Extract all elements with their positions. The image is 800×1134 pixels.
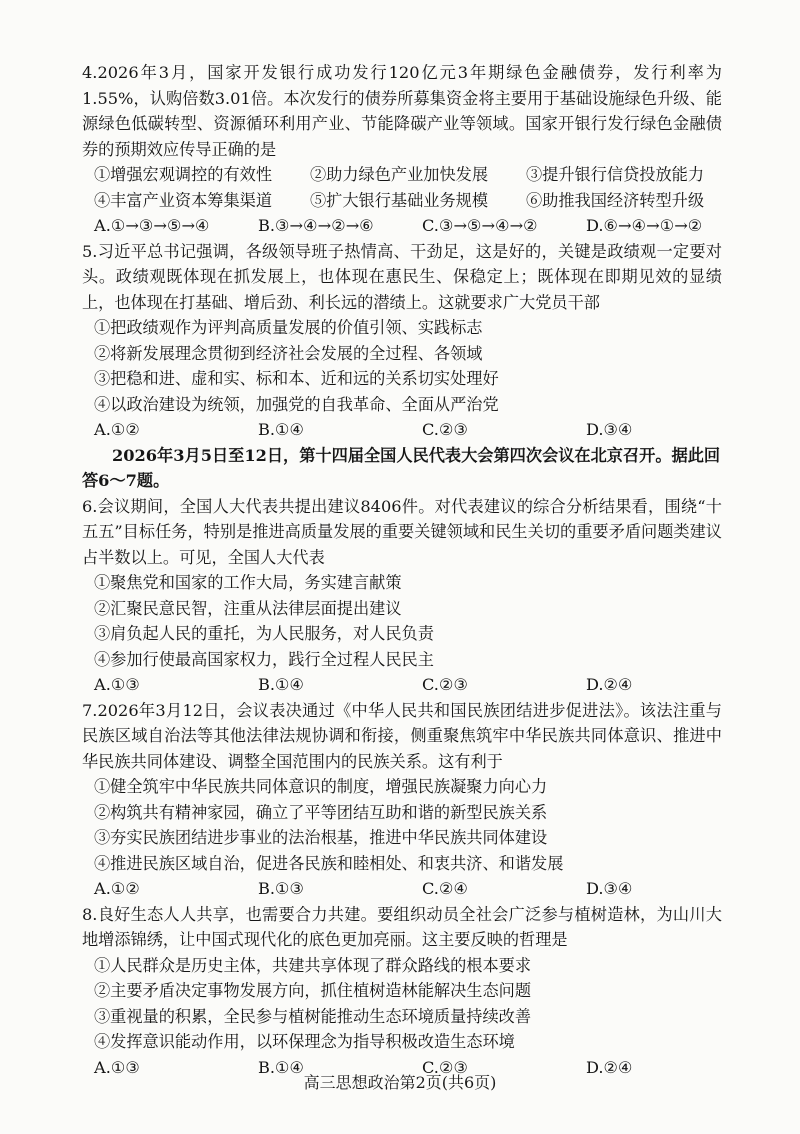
answer-choice-b: B.①④: [258, 1057, 305, 1077]
statement-option: ④以政治建设为统领，加强党的自我革命、全面从严治党: [94, 394, 499, 414]
answer-choice-c: C.②③: [422, 675, 468, 694]
question-stem: 7.2026年3月12日，会议表决通过《中华人民共和国民族团结进步促进法》。该法注重与民族区域自治法等其他法律法规协调和衔接，侧重聚焦筑牢中华民族共同体意识、推进中华民族共同体建设、调整全国范围内的民族关系。这有利于: [82, 700, 722, 771]
statement-option: ②汇聚民意民智，注重从法律层面提出建议: [94, 598, 402, 618]
answer-choice-d: D.②④: [586, 675, 633, 694]
answer-choices: [82, 417, 722, 443]
statement-option: ④推进民族区域自治，促进各民族和睦相处、和衷共济、和谐发展: [94, 853, 564, 873]
statement-option: ①聚焦党和国家的工作大局，务实建言献策: [94, 573, 402, 592]
question-stem: 8.良好生态人人共享，也需要合力共建。要组织动员全社会广泛参与植树造林，为山川大地增添锦绣，让中国式现代化的底色更加亮丽。这主要反映的哲理是: [82, 904, 722, 949]
statement-option: ①把政绩观作为评判高质量发展的价值引领、实践标志: [94, 318, 483, 337]
statement-option: ③提升银行信贷投放能力: [526, 165, 705, 184]
answer-choice-b: B.③→④→②→⑥: [258, 216, 374, 235]
statement-option: ④丰富产业资本筹集渠道: [94, 190, 273, 210]
question-6: [82, 494, 722, 698]
question-8: [82, 902, 722, 1081]
question-4: [82, 60, 722, 239]
answer-choice-a: A.①②: [94, 879, 140, 898]
statement-option: ③夯实民族团结进步事业的法治根基，推进中华民族共同体建设: [94, 828, 548, 847]
answer-choice-d: D.②④: [586, 1057, 633, 1077]
answer-choice-a: A.①→③→⑤→④: [94, 216, 210, 235]
question-7: [82, 698, 722, 902]
question-stem: 6.会议期间，全国人大代表共提出建议8406件。对代表建议的综合分析结果看，围绕“十五五”目标任务，特别是推进高质量发展的重要关键领域和民生关切的重要矛盾问题类建议占半数以上。可见，全国人大代表: [82, 496, 722, 567]
statement-option: ④参加行使最高国家权力，践行全过程人民民主: [94, 649, 434, 669]
answer-choice-a: A.①③: [94, 675, 140, 694]
answer-choice-c: C.②③: [422, 420, 468, 439]
statement-option: ④发挥意识能动作用，以环保理念为指导积极改造生态环境: [94, 1032, 515, 1051]
answer-choice-c: C.②③: [422, 1057, 468, 1077]
statement-option: ③重视量的积累，全民参与植树能推动生态环境质量持续改善: [94, 1006, 532, 1026]
answer-choice-a: A.①②: [94, 420, 140, 439]
statement-option: ①健全筑牢中华民族共同体意识的制度，增强民族凝聚力向心力: [94, 777, 548, 796]
answer-choices: [82, 876, 722, 902]
answer-choice-d: D.③④: [586, 420, 633, 439]
statement-option: ②构筑共有精神家园，确立了平等团结互助和谐的新型民族关系: [94, 802, 548, 822]
answer-choice-d: D.⑥→④→①→②: [586, 216, 703, 235]
statement-option: ②主要矛盾决定事物发展方向，抓住植树造林能解决生态问题: [94, 981, 532, 1000]
answer-choice-c: C.③→⑤→④→②: [422, 216, 538, 235]
statement-option: ①人民群众是历史主体，共建共享体现了群众路线的根本要求: [94, 955, 532, 975]
answer-choice-b: B.①③: [258, 879, 305, 898]
answer-choice-a: A.①③: [94, 1057, 140, 1077]
statement-option: ③把稳和进、虚和实、标和本、近和远的关系切实处理好: [94, 369, 499, 388]
statement-option: ①增强宏观调控的有效性: [94, 165, 273, 184]
question-stem: 4.2026年3月，国家开发银行成功发行120亿元3年期绿色金融债券，发行利率为1.55%，认购倍数3.01倍。本次发行的债券所募集资金将主要用于基础设施绿色升级、能源绿色低碳转型、资源循环利用产业、节能降碳产业等领域。国家开银行发行绿色金融债券的预期效应传导正确的是: [82, 63, 722, 159]
answer-choice-b: B.①④: [258, 675, 305, 694]
answer-choice-d: D.③④: [586, 879, 633, 898]
answer-choices: [82, 213, 722, 239]
statement-option: ②将新发展理念贯彻到经济社会发展的全过程、各领域: [94, 343, 483, 363]
statement-option: ②助力绿色产业加快发展: [310, 165, 489, 184]
answer-choices: [82, 672, 722, 698]
statement-option: ⑤扩大银行基础业务规模: [310, 190, 489, 210]
question-stem: 5.习近平总书记强调，各级领导班子热情高、干劲足，这是好的，关键是政绩观一定要对头。政绩观既体现在抓发展上，也体现在惠民生、保稳定上；既体现在即期见效的显绩上，也体现在打基础、增后劲、利长远的潜绩上。这就要求广大党员干部: [82, 241, 722, 312]
question-group-intro: [82, 443, 722, 494]
answer-choice-b: B.①④: [258, 420, 305, 439]
statement-option: ③肩负起人民的重托，为人民服务，对人民负责: [94, 624, 434, 643]
answer-choice-c: C.②④: [422, 879, 468, 898]
page-content: [82, 60, 722, 1080]
statement-option: ⑥助推我国经济转型升级: [526, 190, 705, 210]
page-footer: 高三思想政治第2页(共6页): [303, 1073, 497, 1092]
statement-options: [82, 162, 722, 213]
question-5: [82, 239, 722, 443]
group-intro-text: 2026年3月5日至12日，第十四届全国人民代表大会第四次会议在北京召开。据此回答6～7题。: [82, 445, 721, 490]
